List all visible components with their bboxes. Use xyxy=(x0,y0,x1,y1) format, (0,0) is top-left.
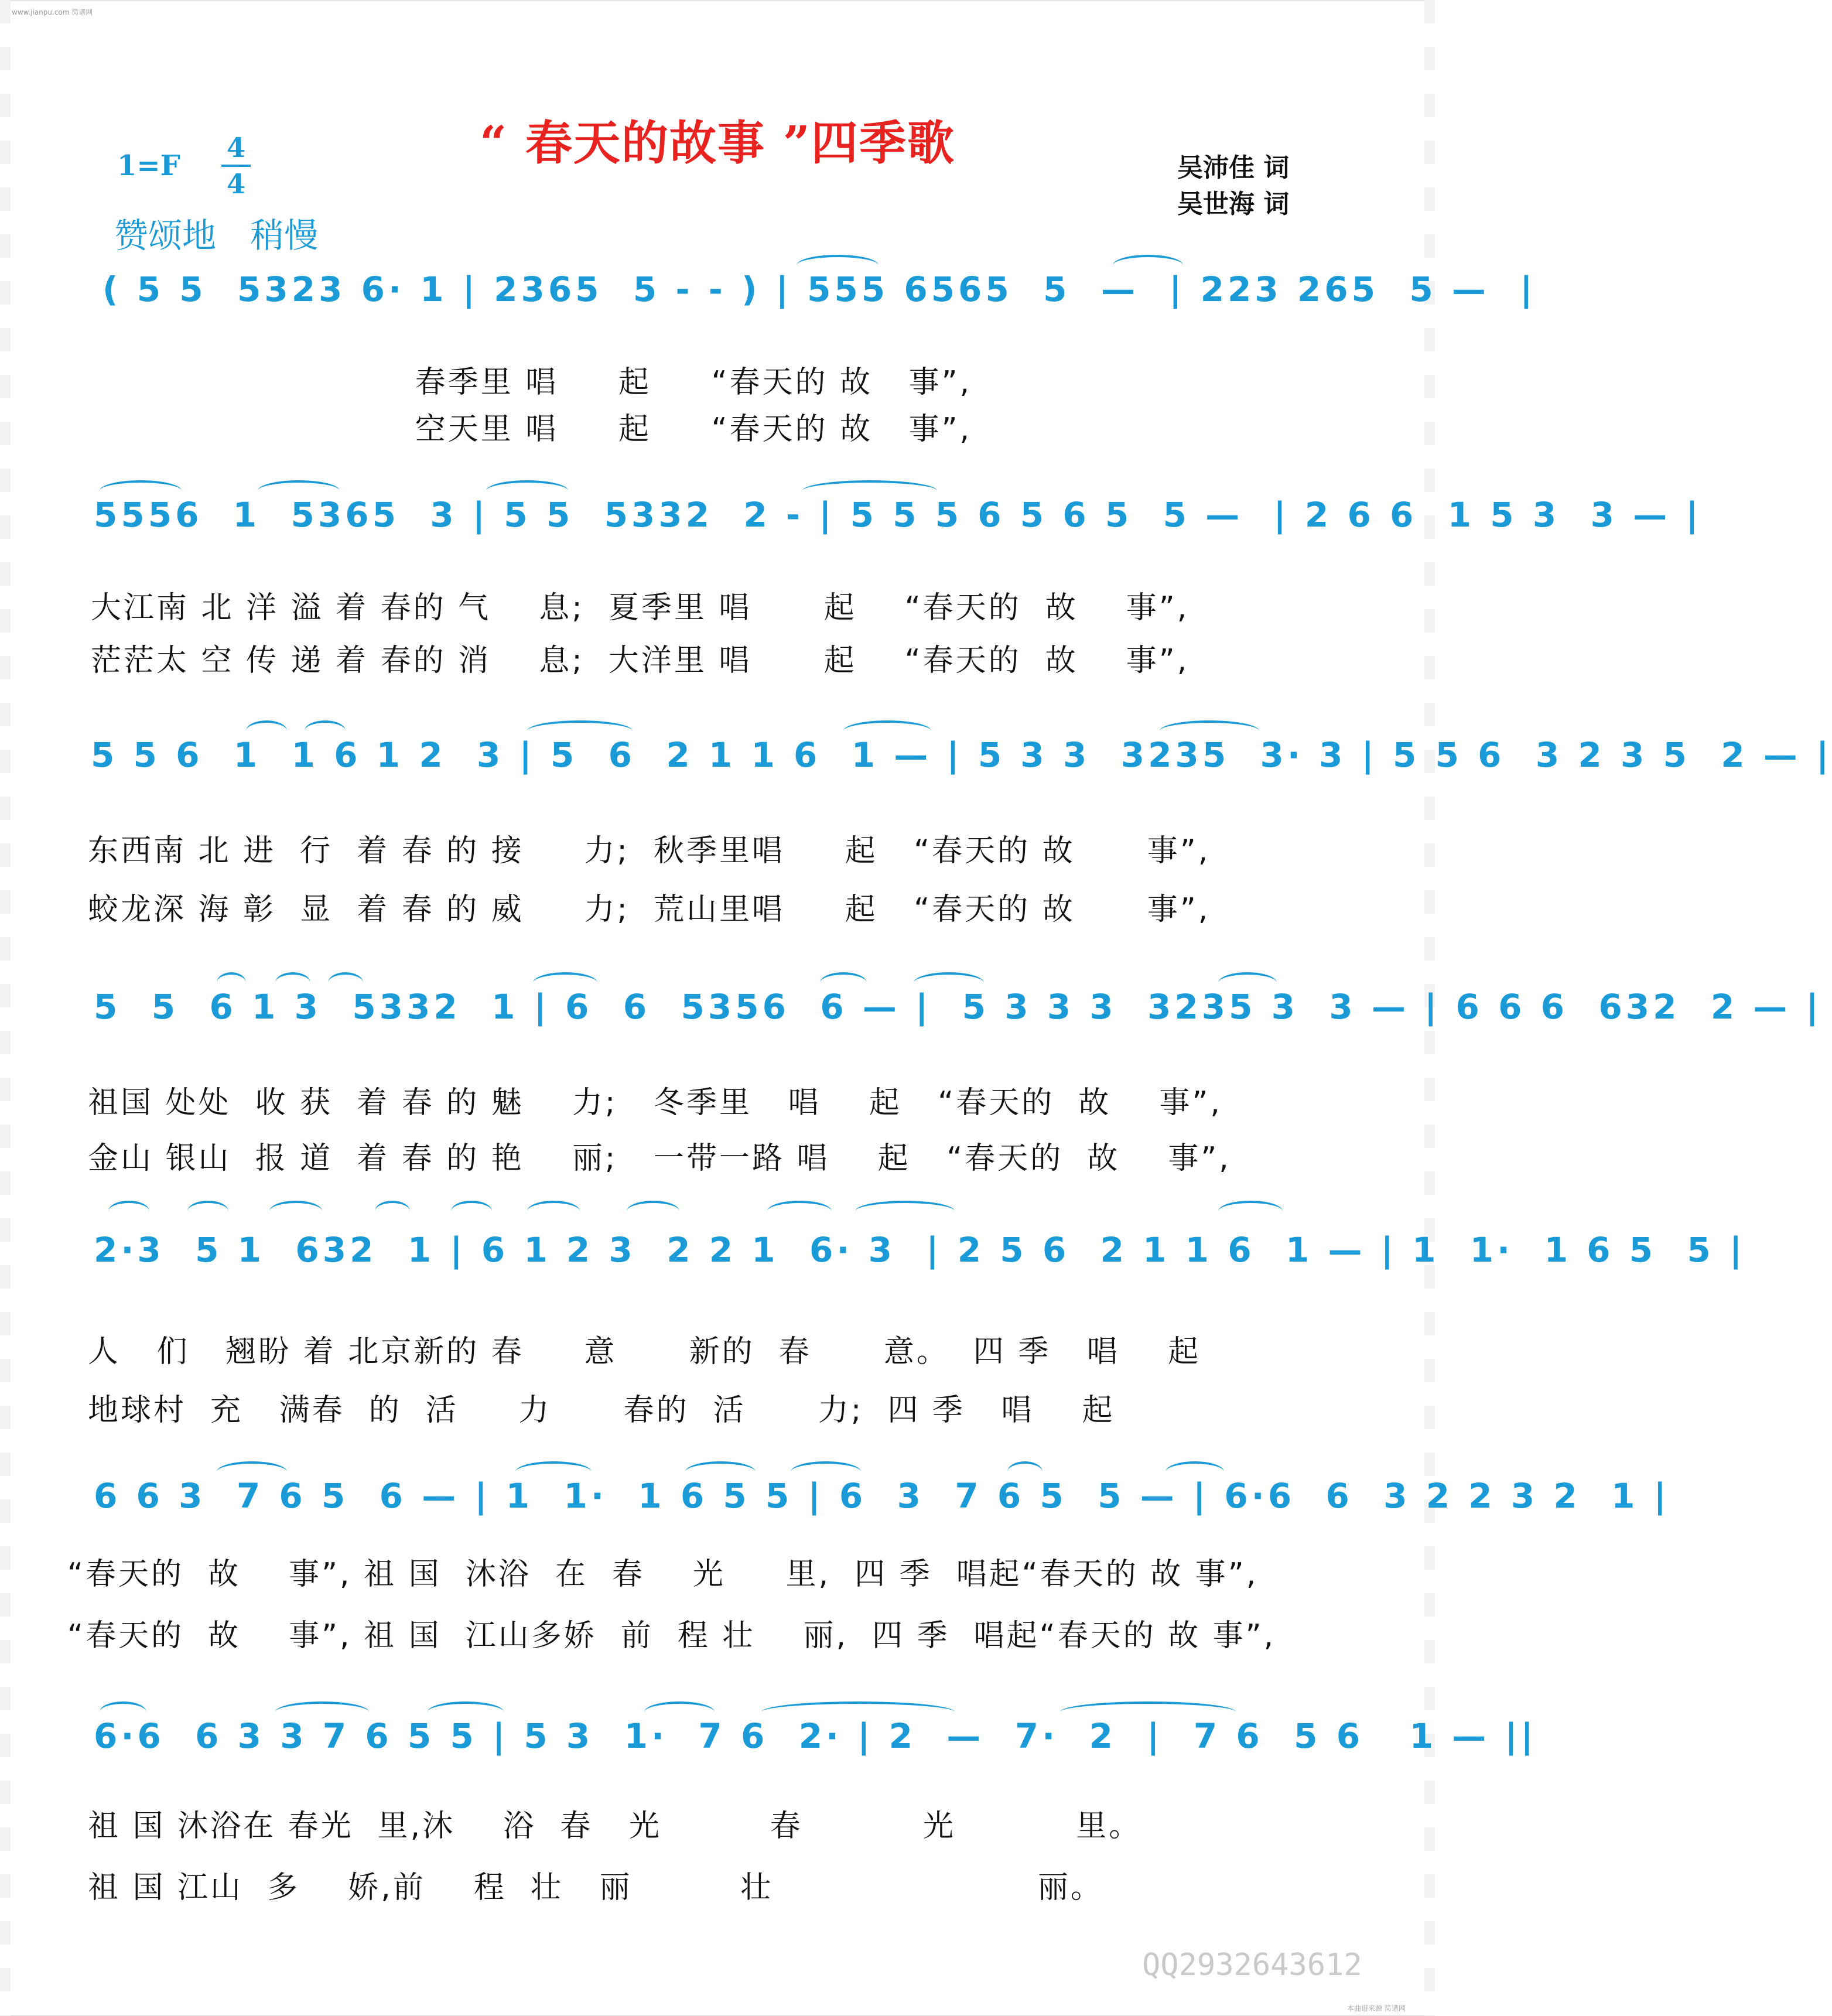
score-line-7-lyrics-verse-1: 祖 国 沐浴在 春光 里,沐 浴 春 光 春 光 里。 xyxy=(88,1809,1142,1844)
site-mark-bottom: 本曲谱来源 简谱网 xyxy=(1347,2004,1406,2012)
score-line-3-lyrics-verse-2: 蛟龙深 海 彰 显 着 春 的 威 力; 荒山里唱 起 “春天的 故 事”, xyxy=(88,892,1211,927)
lyricist-credit: 吴沛佳 词 xyxy=(1177,153,1290,183)
score-line-2-notes: 5556 1 5365 3 | 5 5 5332 2 - | 5 5 5 6 5 6 5 5 — | 2 6 6 1 5 3 3 — | xyxy=(94,495,1702,535)
tempo-marking: 赞颂地 稍慢 xyxy=(114,216,319,255)
score-line-6-lyrics-verse-2: “春天的 故 事”, 祖 国 江山多娇 前 程 壮 丽, 四 季 唱起“春天的 故 事”, xyxy=(67,1618,1276,1653)
score-line-1-lyrics-verse-2: 空天里 唱 起 “春天的 故 事”, xyxy=(102,412,972,447)
score-line-1-lyrics-verse-1: 春季里 唱 起 “春天的 故 事”, xyxy=(102,365,972,400)
left-watermark-strip xyxy=(0,0,11,2016)
composer-credit: 吴世海 词 xyxy=(1177,189,1290,219)
time-signature-bottom: 4 xyxy=(226,168,245,200)
score-line-1-notes: ( 5 5 5323 6· 1 | 2365 5 - - ) | 555 6565 5 — | 223 265 5 — | xyxy=(102,269,1536,309)
score-line-7-lyrics-verse-2: 祖 国 江山 多 娇,前 程 壮 丽 壮 丽。 xyxy=(88,1870,1103,1905)
score-line-4-lyrics-verse-1: 祖国 处处 收 获 着 春 的 魅 力; 冬季里 唱 起 “春天的 故 事”, xyxy=(88,1085,1222,1120)
score-line-4-lyrics-verse-2: 金山 银山 报 道 着 春 的 艳 丽; 一带一路 唱 起 “春天的 故 事”, xyxy=(88,1141,1231,1176)
time-signature-bar xyxy=(221,165,251,167)
score-line-3-notes: 5 5 6 1 1 6 1 2 3 | 5 6 2 1 1 6 1 — | 5 3 3 3235 3· 3 | 5 5 6 3 2 3 5 2 — | xyxy=(91,735,1832,775)
time-signature xyxy=(221,132,251,200)
site-mark-top: www.jianpu.com 简谱网 xyxy=(12,8,93,16)
score-line-4-notes: 5 5 6 1 3 5332 1 | 6 6 5356 6 — | 5 3 3 3 3235 3 3 — | 6 6 6 632 2 — | xyxy=(94,987,1822,1027)
score-line-3-lyrics-verse-1: 东西南 北 进 行 着 春 的 接 力; 秋季里唱 起 “春天的 故 事”, xyxy=(88,833,1211,869)
key-signature: 1=F xyxy=(117,149,180,182)
score-line-7-notes: 6·6 6 3 3 7 6 5 5 | 5 3 1· 7 6 2· | 2 — 7· 2 | 7 6 5 6 1 — || xyxy=(94,1716,1537,1756)
qq-watermark: QQ2932643612 xyxy=(1142,1947,1362,1983)
time-signature-top: 4 xyxy=(226,132,245,163)
score-line-6-lyrics-verse-1: “春天的 故 事”, 祖 国 沐浴 在 春 光 里, 四 季 唱起“春天的 故 事”, xyxy=(67,1557,1259,1592)
score-line-5-notes: 2·3 5 1 632 1 | 6 1 2 3 2 2 1 6· 3 | 2 5 6 2 1 1 6 1 — | 1 1· 1 6 5 5 | xyxy=(94,1230,1746,1270)
score-line-6-notes: 6 6 3 7 6 5 6 — | 1 1· 1 6 5 5 | 6 3 7 6 5 5 — | 6·6 6 3 2 2 3 2 1 | xyxy=(94,1476,1670,1516)
score-line-5-lyrics-verse-1: 人 们 翘盼 着 北京新的 春 意 新的 春 意。 四 季 唱 起 xyxy=(88,1334,1201,1369)
score-line-5-lyrics-verse-2: 地球村 充 满春 的 活 力 春的 活 力; 四 季 唱 起 xyxy=(88,1393,1115,1428)
score-line-2-lyrics-verse-1: 大江南 北 洋 溢 着 春的 气 息; 夏季里 唱 起 “春天的 故 事”, xyxy=(91,590,1190,626)
score-line-2-lyrics-verse-2: 茫茫太 空 传 递 着 春的 消 息; 大洋里 唱 起 “春天的 故 事”, xyxy=(91,643,1190,678)
song-title: “ 春天的故事 ”四季歌 xyxy=(480,115,955,170)
